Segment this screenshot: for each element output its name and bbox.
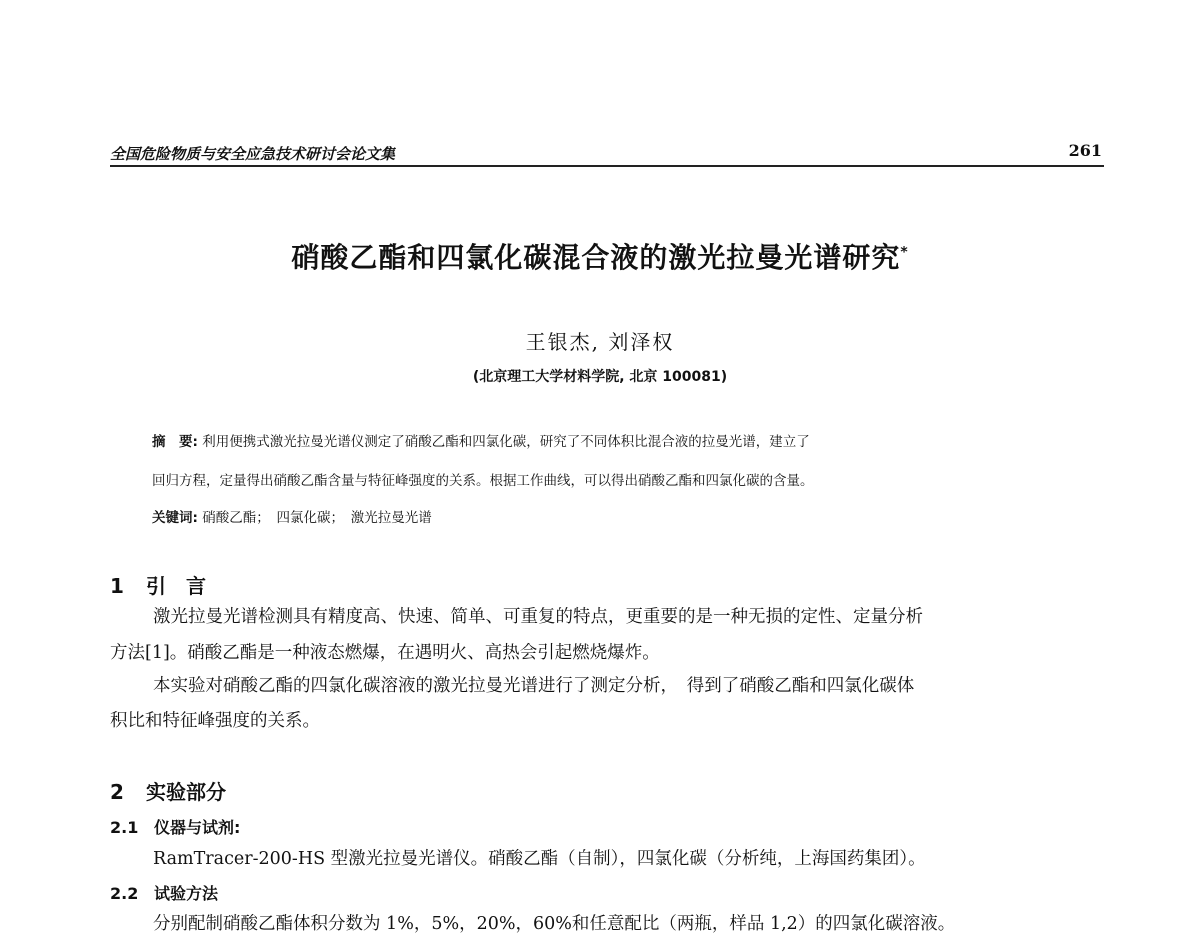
- abstract-line-1: [152, 430, 810, 450]
- authors: 王银杰, 刘泽权: [525, 330, 675, 354]
- title-footnote-mark: *: [900, 244, 909, 261]
- section-1-p1-line-1: 激光拉曼光谱检测具有精度高、快速、简单、可重复的特点，更重要的是一种无损的定性、定量分析: [153, 607, 923, 627]
- section-2-title: 实验部分: [146, 780, 226, 804]
- keywords-label: 关键词:: [152, 510, 198, 526]
- journal-title: 全国危险物质与安全应急技术研讨会论文集: [110, 145, 396, 163]
- subsection-2-2-heading: [110, 881, 218, 904]
- subsection-2-2-text: 分别配制硝酸乙酯体积分数为 1%，5%，20%，60%和任意配比（两瓶，样品 1,2）的四氯化碳溶液。: [153, 914, 956, 934]
- paper-title-text: 硝酸乙酯和四氯化碳混合液的激光拉曼光谱研究: [291, 241, 901, 274]
- keywords-line: [152, 506, 432, 526]
- subsection-2-1-text: RamTracer-200-HS 型激光拉曼光谱仪。硝酸乙酯（自制），四氯化碳（分析纯，上海国药集团）。: [153, 849, 926, 869]
- subsection-2-1-title: 仪器与试剂:: [154, 818, 241, 837]
- section-2-heading: [110, 776, 226, 805]
- section-1-p1-line-2: 方法[1]。硝酸乙酯是一种液态燃爆，在遇明火、高热会引起燃烧爆炸。: [110, 643, 660, 663]
- subsection-2-2-number: 2.2: [110, 884, 139, 903]
- paper-title: [0, 236, 1200, 276]
- affiliation: (北京理工大学材料学院, 北京 100081): [472, 369, 728, 385]
- page-number: 261: [1068, 141, 1102, 160]
- running-header: [110, 139, 1104, 167]
- section-1-title: 引 言: [146, 574, 206, 598]
- section-1-number: 1: [110, 574, 124, 598]
- section-1-heading: [110, 570, 206, 599]
- subsection-2-1-number: 2.1: [110, 818, 139, 837]
- section-1-p2-line-2: 积比和特征峰强度的关系。: [110, 711, 320, 731]
- abstract-text-2: 回归方程，定量得出硝酸乙酯含量与特征峰强度的关系。根据工作曲线，可以得出硝酸乙酯和四氯化碳的含量。: [152, 473, 814, 489]
- subsection-2-1-heading: [110, 815, 240, 838]
- abstract-text-1: 利用便携式激光拉曼光谱仪测定了硝酸乙酯和四氯化碳，研究了不同体积比混合液的拉曼光谱，建立了: [202, 434, 810, 450]
- section-1-p2-line-1: 本实验对硝酸乙酯的四氯化碳溶液的激光拉曼光谱进行了测定分析， 得到了硝酸乙酯和四氯化碳体: [153, 676, 915, 696]
- section-2-number: 2: [110, 780, 124, 804]
- abstract-line-2: [152, 469, 814, 489]
- abstract-label: 摘 要:: [152, 434, 198, 450]
- subsection-2-2-title: 试验方法: [154, 884, 219, 903]
- keywords: 硝酸乙酯； 四氯化碳； 激光拉曼光谱: [202, 510, 432, 526]
